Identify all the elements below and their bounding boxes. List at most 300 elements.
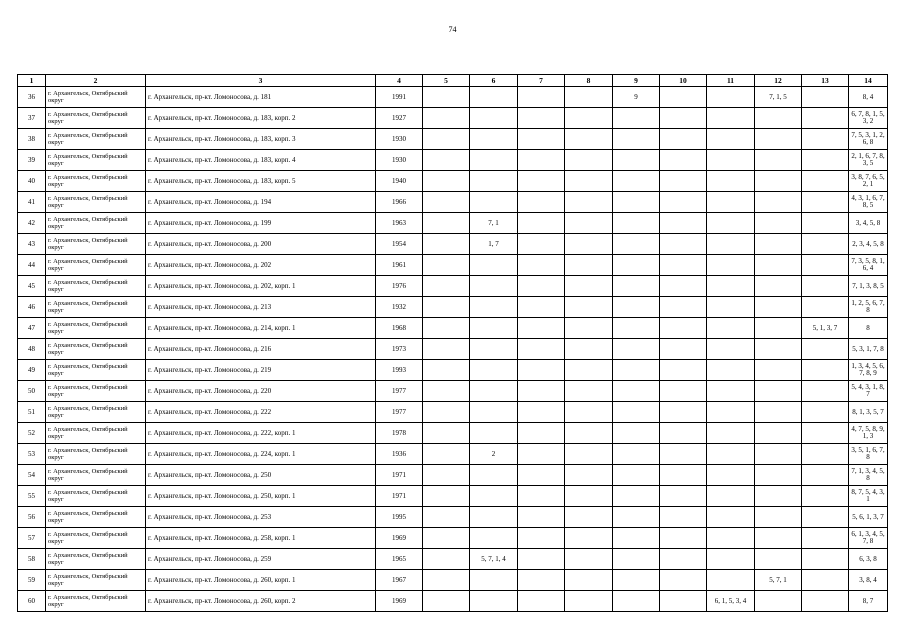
col10-cell <box>660 192 707 213</box>
col13-cell <box>802 108 849 129</box>
col7-cell <box>518 444 565 465</box>
address-cell: г. Архангельск, пр-кт. Ломоносова, д. 250 <box>146 465 376 486</box>
col13-cell <box>802 381 849 402</box>
table-row <box>18 171 888 192</box>
table-row <box>18 234 888 255</box>
row-number: 41 <box>18 192 46 213</box>
table-row <box>18 444 888 465</box>
table-row <box>18 486 888 507</box>
col12-cell <box>755 444 802 465</box>
column-header: 13 <box>802 75 849 87</box>
year-cell: 1940 <box>376 171 423 192</box>
col14-cell: 5, 4, 3, 1, 8, 7 <box>849 381 888 402</box>
col7-cell <box>518 108 565 129</box>
district-cell: г. Архангельск, Октябрьский округ <box>46 192 146 213</box>
row-number: 47 <box>18 318 46 339</box>
col12-cell <box>755 129 802 150</box>
column-header: 9 <box>613 75 660 87</box>
table-row <box>18 549 888 570</box>
district-cell: г. Архангельск, Октябрьский округ <box>46 570 146 591</box>
col13-cell <box>802 528 849 549</box>
table-row <box>18 255 888 276</box>
col9-cell <box>613 591 660 612</box>
district-cell: г. Архангельск, Октябрьский округ <box>46 549 146 570</box>
year-cell: 1965 <box>376 549 423 570</box>
address-cell: г. Архангельск, пр-кт. Ломоносова, д. 260, корп. 1 <box>146 570 376 591</box>
district-cell: г. Архангельск, Октябрьский округ <box>46 339 146 360</box>
col8-cell <box>565 213 613 234</box>
address-cell: г. Архангельск, пр-кт. Ломоносова, д. 213 <box>146 297 376 318</box>
col6-cell <box>470 465 518 486</box>
table-row <box>18 129 888 150</box>
col12-cell <box>755 297 802 318</box>
col5-cell <box>423 276 470 297</box>
col11-cell <box>707 234 755 255</box>
col13-cell: 5, 1, 3, 7 <box>802 318 849 339</box>
col5-cell <box>423 360 470 381</box>
district-cell: г. Архангельск, Октябрьский округ <box>46 108 146 129</box>
col14-cell: 7, 5, 3, 1, 2, 6, 8 <box>849 129 888 150</box>
col7-cell <box>518 339 565 360</box>
col13-cell <box>802 465 849 486</box>
col14-cell: 3, 5, 1, 6, 7, 8 <box>849 444 888 465</box>
col13-cell <box>802 423 849 444</box>
table-row <box>18 507 888 528</box>
col13-cell <box>802 192 849 213</box>
col14-cell: 8, 7 <box>849 591 888 612</box>
header-row <box>18 75 888 87</box>
district-cell: г. Архангельск, Октябрьский округ <box>46 360 146 381</box>
col14-cell: 6, 7, 8, 1, 5, 3, 2 <box>849 108 888 129</box>
col8-cell <box>565 108 613 129</box>
col5-cell <box>423 297 470 318</box>
col5-cell <box>423 528 470 549</box>
col13-cell <box>802 507 849 528</box>
col14-cell: 8, 4 <box>849 87 888 108</box>
col7-cell <box>518 129 565 150</box>
col8-cell <box>565 150 613 171</box>
col8-cell <box>565 465 613 486</box>
table-row <box>18 150 888 171</box>
address-cell: г. Архангельск, пр-кт. Ломоносова, д. 183, корп. 3 <box>146 129 376 150</box>
col6-cell <box>470 129 518 150</box>
district-cell: г. Архангельск, Октябрьский округ <box>46 171 146 192</box>
col9-cell <box>613 276 660 297</box>
buildings-table <box>17 74 888 612</box>
col10-cell <box>660 108 707 129</box>
table-row <box>18 297 888 318</box>
col12-cell <box>755 591 802 612</box>
col8-cell <box>565 171 613 192</box>
column-header: 1 <box>18 75 46 87</box>
col8-cell <box>565 255 613 276</box>
col6-cell <box>470 87 518 108</box>
col9-cell <box>613 486 660 507</box>
col8-cell <box>565 444 613 465</box>
col10-cell <box>660 507 707 528</box>
district-cell: г. Архангельск, Октябрьский округ <box>46 255 146 276</box>
col12-cell <box>755 528 802 549</box>
col10-cell <box>660 591 707 612</box>
col10-cell <box>660 129 707 150</box>
col7-cell <box>518 87 565 108</box>
col10-cell <box>660 549 707 570</box>
year-cell: 1978 <box>376 423 423 444</box>
col6-cell <box>470 108 518 129</box>
col11-cell <box>707 129 755 150</box>
address-cell: г. Архангельск, пр-кт. Ломоносова, д. 214, корп. 1 <box>146 318 376 339</box>
col7-cell <box>518 213 565 234</box>
col5-cell <box>423 570 470 591</box>
col13-cell <box>802 87 849 108</box>
col5-cell <box>423 234 470 255</box>
col9-cell <box>613 339 660 360</box>
col13-cell <box>802 486 849 507</box>
col7-cell <box>518 192 565 213</box>
row-number: 44 <box>18 255 46 276</box>
col5-cell <box>423 318 470 339</box>
col10-cell <box>660 213 707 234</box>
col9-cell <box>613 129 660 150</box>
table-row <box>18 108 888 129</box>
col8-cell <box>565 297 613 318</box>
col11-cell <box>707 297 755 318</box>
row-number: 37 <box>18 108 46 129</box>
col10-cell <box>660 381 707 402</box>
col7-cell <box>518 318 565 339</box>
district-cell: г. Архангельск, Октябрьский округ <box>46 465 146 486</box>
col6-cell <box>470 486 518 507</box>
col9-cell <box>613 507 660 528</box>
col13-cell <box>802 150 849 171</box>
column-header: 10 <box>660 75 707 87</box>
col8-cell <box>565 549 613 570</box>
col14-cell: 7, 1, 3, 4, 5, 8 <box>849 465 888 486</box>
address-cell: г. Архангельск, пр-кт. Ломоносова, д. 258, корп. 1 <box>146 528 376 549</box>
table-row <box>18 87 888 108</box>
col13-cell <box>802 444 849 465</box>
col10-cell <box>660 234 707 255</box>
col14-cell: 4, 7, 5, 8, 9, 1, 3 <box>849 423 888 444</box>
year-cell: 1936 <box>376 444 423 465</box>
col7-cell <box>518 360 565 381</box>
col11-cell <box>707 528 755 549</box>
col7-cell <box>518 234 565 255</box>
col9-cell <box>613 108 660 129</box>
address-cell: г. Архангельск, пр-кт. Ломоносова, д. 183, корп. 4 <box>146 150 376 171</box>
address-cell: г. Архангельск, пр-кт. Ломоносова, д. 181 <box>146 87 376 108</box>
column-header: 12 <box>755 75 802 87</box>
col14-cell: 5, 6, 1, 3, 7 <box>849 507 888 528</box>
col14-cell: 6, 1, 3, 4, 5, 7, 8 <box>849 528 888 549</box>
district-cell: г. Архангельск, Октябрьский округ <box>46 591 146 612</box>
district-cell: г. Архангельск, Октябрьский округ <box>46 129 146 150</box>
col6-cell <box>470 402 518 423</box>
address-cell: г. Архангельск, пр-кт. Ломоносова, д. 183, корп. 2 <box>146 108 376 129</box>
col10-cell <box>660 297 707 318</box>
row-number: 40 <box>18 171 46 192</box>
col13-cell <box>802 129 849 150</box>
column-header: 3 <box>146 75 376 87</box>
col9-cell <box>613 297 660 318</box>
col5-cell <box>423 192 470 213</box>
col11-cell <box>707 423 755 444</box>
col10-cell <box>660 276 707 297</box>
col9-cell <box>613 360 660 381</box>
row-number: 46 <box>18 297 46 318</box>
col8-cell <box>565 486 613 507</box>
col12-cell <box>755 192 802 213</box>
col6-cell: 7, 1 <box>470 213 518 234</box>
column-header: 7 <box>518 75 565 87</box>
col6-cell <box>470 591 518 612</box>
district-cell: г. Архангельск, Октябрьский округ <box>46 150 146 171</box>
col13-cell <box>802 591 849 612</box>
col14-cell: 2, 3, 4, 5, 8 <box>849 234 888 255</box>
page-number: 74 <box>448 25 457 34</box>
col5-cell <box>423 591 470 612</box>
district-cell: г. Архангельск, Октябрьский округ <box>46 507 146 528</box>
col5-cell <box>423 339 470 360</box>
address-cell: г. Архангельск, пр-кт. Ломоносова, д. 216 <box>146 339 376 360</box>
col9-cell <box>613 528 660 549</box>
column-header: 14 <box>849 75 888 87</box>
district-cell: г. Архангельск, Октябрьский округ <box>46 318 146 339</box>
col8-cell <box>565 318 613 339</box>
year-cell: 1930 <box>376 150 423 171</box>
col12-cell <box>755 276 802 297</box>
col11-cell <box>707 150 755 171</box>
district-cell: г. Архангельск, Октябрьский округ <box>46 297 146 318</box>
col7-cell <box>518 171 565 192</box>
col6-cell <box>470 297 518 318</box>
col12-cell <box>755 423 802 444</box>
col7-cell <box>518 297 565 318</box>
col12-cell <box>755 402 802 423</box>
district-cell: г. Архангельск, Октябрьский округ <box>46 423 146 444</box>
col14-cell: 2, 1, 6, 7, 8, 3, 5 <box>849 150 888 171</box>
col6-cell: 2 <box>470 444 518 465</box>
col6-cell <box>470 339 518 360</box>
col12-cell: 7, 1, 5 <box>755 87 802 108</box>
col12-cell <box>755 171 802 192</box>
table-row <box>18 192 888 213</box>
col14-cell: 6, 3, 8 <box>849 549 888 570</box>
col8-cell <box>565 402 613 423</box>
district-cell: г. Архангельск, Октябрьский округ <box>46 234 146 255</box>
year-cell: 1966 <box>376 192 423 213</box>
col10-cell <box>660 570 707 591</box>
district-cell: г. Архангельск, Октябрьский округ <box>46 213 146 234</box>
col6-cell <box>470 381 518 402</box>
column-header: 8 <box>565 75 613 87</box>
year-cell: 1930 <box>376 129 423 150</box>
table-row <box>18 465 888 486</box>
col6-cell <box>470 360 518 381</box>
year-cell: 1971 <box>376 486 423 507</box>
row-number: 56 <box>18 507 46 528</box>
col10-cell <box>660 444 707 465</box>
col10-cell <box>660 87 707 108</box>
col11-cell <box>707 360 755 381</box>
col10-cell <box>660 150 707 171</box>
district-cell: г. Архангельск, Октябрьский округ <box>46 444 146 465</box>
col9-cell <box>613 213 660 234</box>
col8-cell <box>565 339 613 360</box>
col7-cell <box>518 591 565 612</box>
table-row <box>18 591 888 612</box>
row-number: 50 <box>18 381 46 402</box>
col5-cell <box>423 171 470 192</box>
col14-cell: 3, 8, 7, 6, 5, 2, 1 <box>849 171 888 192</box>
col14-cell: 5, 3, 1, 7, 8 <box>849 339 888 360</box>
col7-cell <box>518 402 565 423</box>
col11-cell <box>707 486 755 507</box>
table-body <box>18 87 888 612</box>
col9-cell <box>613 465 660 486</box>
table-row <box>18 318 888 339</box>
table-row <box>18 528 888 549</box>
col5-cell <box>423 465 470 486</box>
col7-cell <box>518 507 565 528</box>
row-number: 48 <box>18 339 46 360</box>
col5-cell <box>423 381 470 402</box>
col5-cell <box>423 423 470 444</box>
col11-cell <box>707 339 755 360</box>
col12-cell <box>755 465 802 486</box>
year-cell: 1968 <box>376 318 423 339</box>
column-header: 11 <box>707 75 755 87</box>
col12-cell <box>755 318 802 339</box>
address-cell: г. Архангельск, пр-кт. Ломоносова, д. 259 <box>146 549 376 570</box>
col14-cell: 3, 8, 4 <box>849 570 888 591</box>
col8-cell <box>565 192 613 213</box>
col11-cell <box>707 549 755 570</box>
col9-cell <box>613 381 660 402</box>
row-number: 57 <box>18 528 46 549</box>
col12-cell <box>755 234 802 255</box>
row-number: 55 <box>18 486 46 507</box>
table-row <box>18 423 888 444</box>
col13-cell <box>802 255 849 276</box>
table-row <box>18 570 888 591</box>
col8-cell <box>565 87 613 108</box>
year-cell: 1967 <box>376 570 423 591</box>
district-cell: г. Архангельск, Октябрьский округ <box>46 276 146 297</box>
year-cell: 1969 <box>376 528 423 549</box>
year-cell: 1961 <box>376 255 423 276</box>
district-cell: г. Архангельск, Октябрьский округ <box>46 528 146 549</box>
row-number: 60 <box>18 591 46 612</box>
col8-cell <box>565 570 613 591</box>
year-cell: 1976 <box>376 276 423 297</box>
col14-cell: 7, 3, 5, 8, 1, 6, 4 <box>849 255 888 276</box>
district-cell: г. Архангельск, Октябрьский округ <box>46 486 146 507</box>
col12-cell <box>755 255 802 276</box>
col10-cell <box>660 465 707 486</box>
col14-cell: 8, 7, 5, 4, 3, 1 <box>849 486 888 507</box>
address-cell: г. Архангельск, пр-кт. Ломоносова, д. 202 <box>146 255 376 276</box>
year-cell: 1991 <box>376 87 423 108</box>
col13-cell <box>802 276 849 297</box>
address-cell: г. Архангельск, пр-кт. Ломоносова, д. 194 <box>146 192 376 213</box>
col6-cell <box>470 192 518 213</box>
col6-cell <box>470 423 518 444</box>
col10-cell <box>660 486 707 507</box>
col10-cell <box>660 423 707 444</box>
col12-cell <box>755 486 802 507</box>
year-cell: 1977 <box>376 381 423 402</box>
col14-cell: 3, 4, 5, 8 <box>849 213 888 234</box>
col11-cell <box>707 108 755 129</box>
col6-cell <box>470 528 518 549</box>
address-cell: г. Архангельск, пр-кт. Ломоносова, д. 202, корп. 1 <box>146 276 376 297</box>
col7-cell <box>518 465 565 486</box>
year-cell: 1995 <box>376 507 423 528</box>
col7-cell <box>518 549 565 570</box>
col5-cell <box>423 213 470 234</box>
col7-cell <box>518 255 565 276</box>
row-number: 43 <box>18 234 46 255</box>
col11-cell <box>707 276 755 297</box>
col9-cell <box>613 402 660 423</box>
address-cell: г. Архангельск, пр-кт. Ломоносова, д. 220 <box>146 381 376 402</box>
row-number: 58 <box>18 549 46 570</box>
col11-cell <box>707 507 755 528</box>
table-row <box>18 339 888 360</box>
col8-cell <box>565 423 613 444</box>
col9-cell <box>613 171 660 192</box>
address-cell: г. Архангельск, пр-кт. Ломоносова, д. 224, корп. 1 <box>146 444 376 465</box>
row-number: 42 <box>18 213 46 234</box>
col11-cell <box>707 444 755 465</box>
year-cell: 1993 <box>376 360 423 381</box>
col14-cell: 1, 2, 5, 6, 7, 8 <box>849 297 888 318</box>
col5-cell <box>423 150 470 171</box>
col7-cell <box>518 381 565 402</box>
col10-cell <box>660 255 707 276</box>
col14-cell: 8 <box>849 318 888 339</box>
col8-cell <box>565 276 613 297</box>
col5-cell <box>423 108 470 129</box>
col13-cell <box>802 297 849 318</box>
col8-cell <box>565 591 613 612</box>
col9-cell <box>613 255 660 276</box>
year-cell: 1977 <box>376 402 423 423</box>
col14-cell: 1, 3, 4, 5, 6, 7, 8, 9 <box>849 360 888 381</box>
col9-cell <box>613 444 660 465</box>
row-number: 39 <box>18 150 46 171</box>
col9-cell <box>613 423 660 444</box>
col6-cell <box>470 507 518 528</box>
row-number: 36 <box>18 87 46 108</box>
col7-cell <box>518 150 565 171</box>
address-cell: г. Архангельск, пр-кт. Ломоносова, д. 222, корп. 1 <box>146 423 376 444</box>
district-cell: г. Архангельск, Октябрьский округ <box>46 87 146 108</box>
col7-cell <box>518 423 565 444</box>
row-number: 52 <box>18 423 46 444</box>
col6-cell <box>470 150 518 171</box>
col5-cell <box>423 87 470 108</box>
col10-cell <box>660 339 707 360</box>
col9-cell <box>613 318 660 339</box>
year-cell: 1954 <box>376 234 423 255</box>
col8-cell <box>565 360 613 381</box>
col7-cell <box>518 528 565 549</box>
year-cell: 1927 <box>376 108 423 129</box>
col6-cell: 5, 7, 1, 4 <box>470 549 518 570</box>
col7-cell <box>518 486 565 507</box>
